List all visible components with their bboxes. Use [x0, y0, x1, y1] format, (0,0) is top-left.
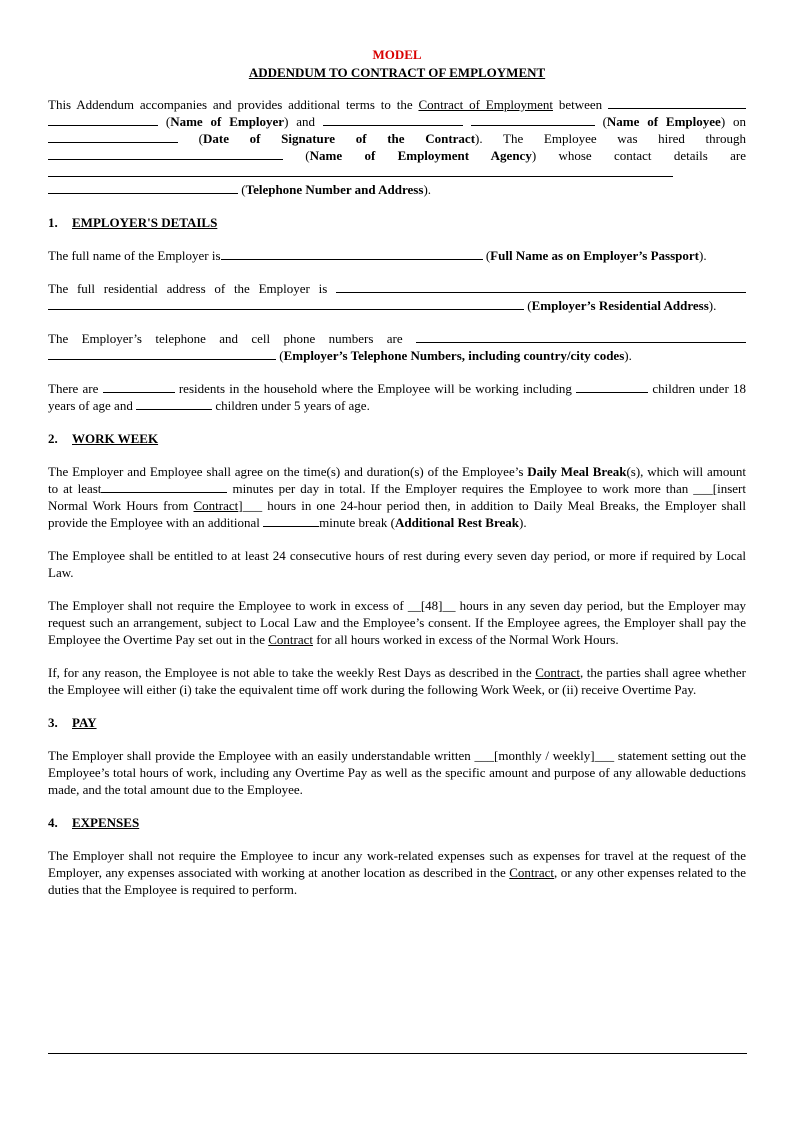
contract-link[interactable]: Contract [535, 665, 580, 680]
household-residents-paragraph: There are residents in the household where the Employee will be working including children under 18 years of age and children under 5 years of age. [48, 381, 747, 413]
model-label: MODEL [372, 47, 422, 62]
blank-field[interactable] [471, 113, 595, 126]
pay-paragraph: The Employer shall provide the Employee with an easily understandable written ___[monthly / weekly]___ statement setting out the Employee’s total hours of work, including any Overtime Pay as well as the specific amount and purpose of any allowable deductions made, and the total amount due to the Employee. [48, 748, 746, 797]
blank-field[interactable] [48, 164, 673, 177]
employer-telephone-field[interactable] [48, 347, 276, 360]
contract-link[interactable]: Contract [193, 498, 239, 513]
weekly-rest-paragraph: If, for any reason, the Employee is not able to take the weekly Rest Days as described in the Contract, the parties shall agree whether the Employee will either (i) take the equivalent time off work during the following Work Week, or (ii) receive Overtime Pay. [48, 665, 746, 697]
employer-name-field[interactable] [221, 247, 483, 260]
intro-paragraph: This Addendum accompanies and provides additional terms to the Contract of Employment between (Name of Employer) and (Name of Employee) on (Date of Signature of the Contract). The Employee was hired through (Name of Employment Agency) whose contact details are (Telephone Number and Address). [48, 97, 746, 197]
rest-days-paragraph: The Employee shall be entitled to at least 24 consecutive hours of rest during every seven day period, or more if required by Local Law. [48, 548, 746, 580]
section-2-heading: 2. WORK WEEK [48, 431, 159, 446]
blank-field[interactable] [323, 113, 463, 126]
contract-link[interactable]: Contract [509, 865, 555, 880]
section-1-heading: 1. EMPLOYER'S DETAILS [48, 215, 218, 230]
blank-field[interactable] [48, 113, 158, 126]
overtime-paragraph: The Employer shall not require the Employee to work in excess of __[48]__ hours in any seven day period, but the Employer may request such an arrangement, subject to Local Law and the Employee’s consent. If the Employee agrees, the Employer shall pay the Employee the Overtime Pay set out in the Contract for all hours worked in excess of the Normal Work Hours. [48, 598, 746, 647]
meal-break-paragraph: The Employer and Employee shall agree on the time(s) and duration(s) of the Employee’s Daily Meal Break(s), which will amount to at least minutes per day in total. If the Employer requires the Employee to work more than ___[insert Normal Work Hours from Contract]___ hours in one 24-hour period then, in addition to Daily Meal Breaks, the Employer shall provide the Employee with an additional minute break (Additional Rest Break). [48, 464, 746, 530]
blank-field[interactable] [608, 96, 746, 109]
employer-telephone-paragraph: The Employer’s telephone and cell phone numbers are (Employer’s Telephone Numbers, including country/city codes). [48, 330, 746, 364]
children-under-5-field[interactable] [136, 397, 212, 410]
children-under-18-field[interactable] [576, 380, 648, 393]
employer-address-field[interactable] [48, 297, 524, 310]
employer-address-paragraph: The full residential address of the Employer is (Employer’s Residential Address). [48, 280, 746, 314]
rest-break-minutes-field[interactable] [263, 514, 319, 527]
document-page [48, 46, 746, 914]
employer-name-paragraph: The full name of the Employer is (Full Name as on Employer’s Passport). [48, 248, 707, 263]
contract-of-employment-link[interactable]: Contract of Employment [418, 97, 553, 112]
section-3-heading: 3. PAY [48, 715, 97, 730]
document-title: ADDENDUM TO CONTRACT OF EMPLOYMENT [248, 65, 546, 80]
employer-telephone-field[interactable] [416, 330, 746, 343]
expenses-paragraph: The Employer shall not require the Employee to incur any work-related expenses such as expenses for travel at the request of the Employer, any expenses associated with working at another location as described in the Contract, or any other expenses related to the duties that the Employee is required to perform. [48, 848, 746, 897]
contract-link[interactable]: Contract [268, 632, 313, 647]
blank-field[interactable] [48, 130, 178, 143]
meal-break-minutes-field[interactable] [101, 480, 227, 493]
footer-divider [48, 1053, 747, 1054]
employer-address-field[interactable] [336, 280, 746, 293]
blank-field[interactable] [48, 147, 283, 160]
residents-count-field[interactable] [103, 380, 175, 393]
blank-field[interactable] [48, 181, 238, 194]
section-4-heading: 4. EXPENSES [48, 815, 140, 830]
